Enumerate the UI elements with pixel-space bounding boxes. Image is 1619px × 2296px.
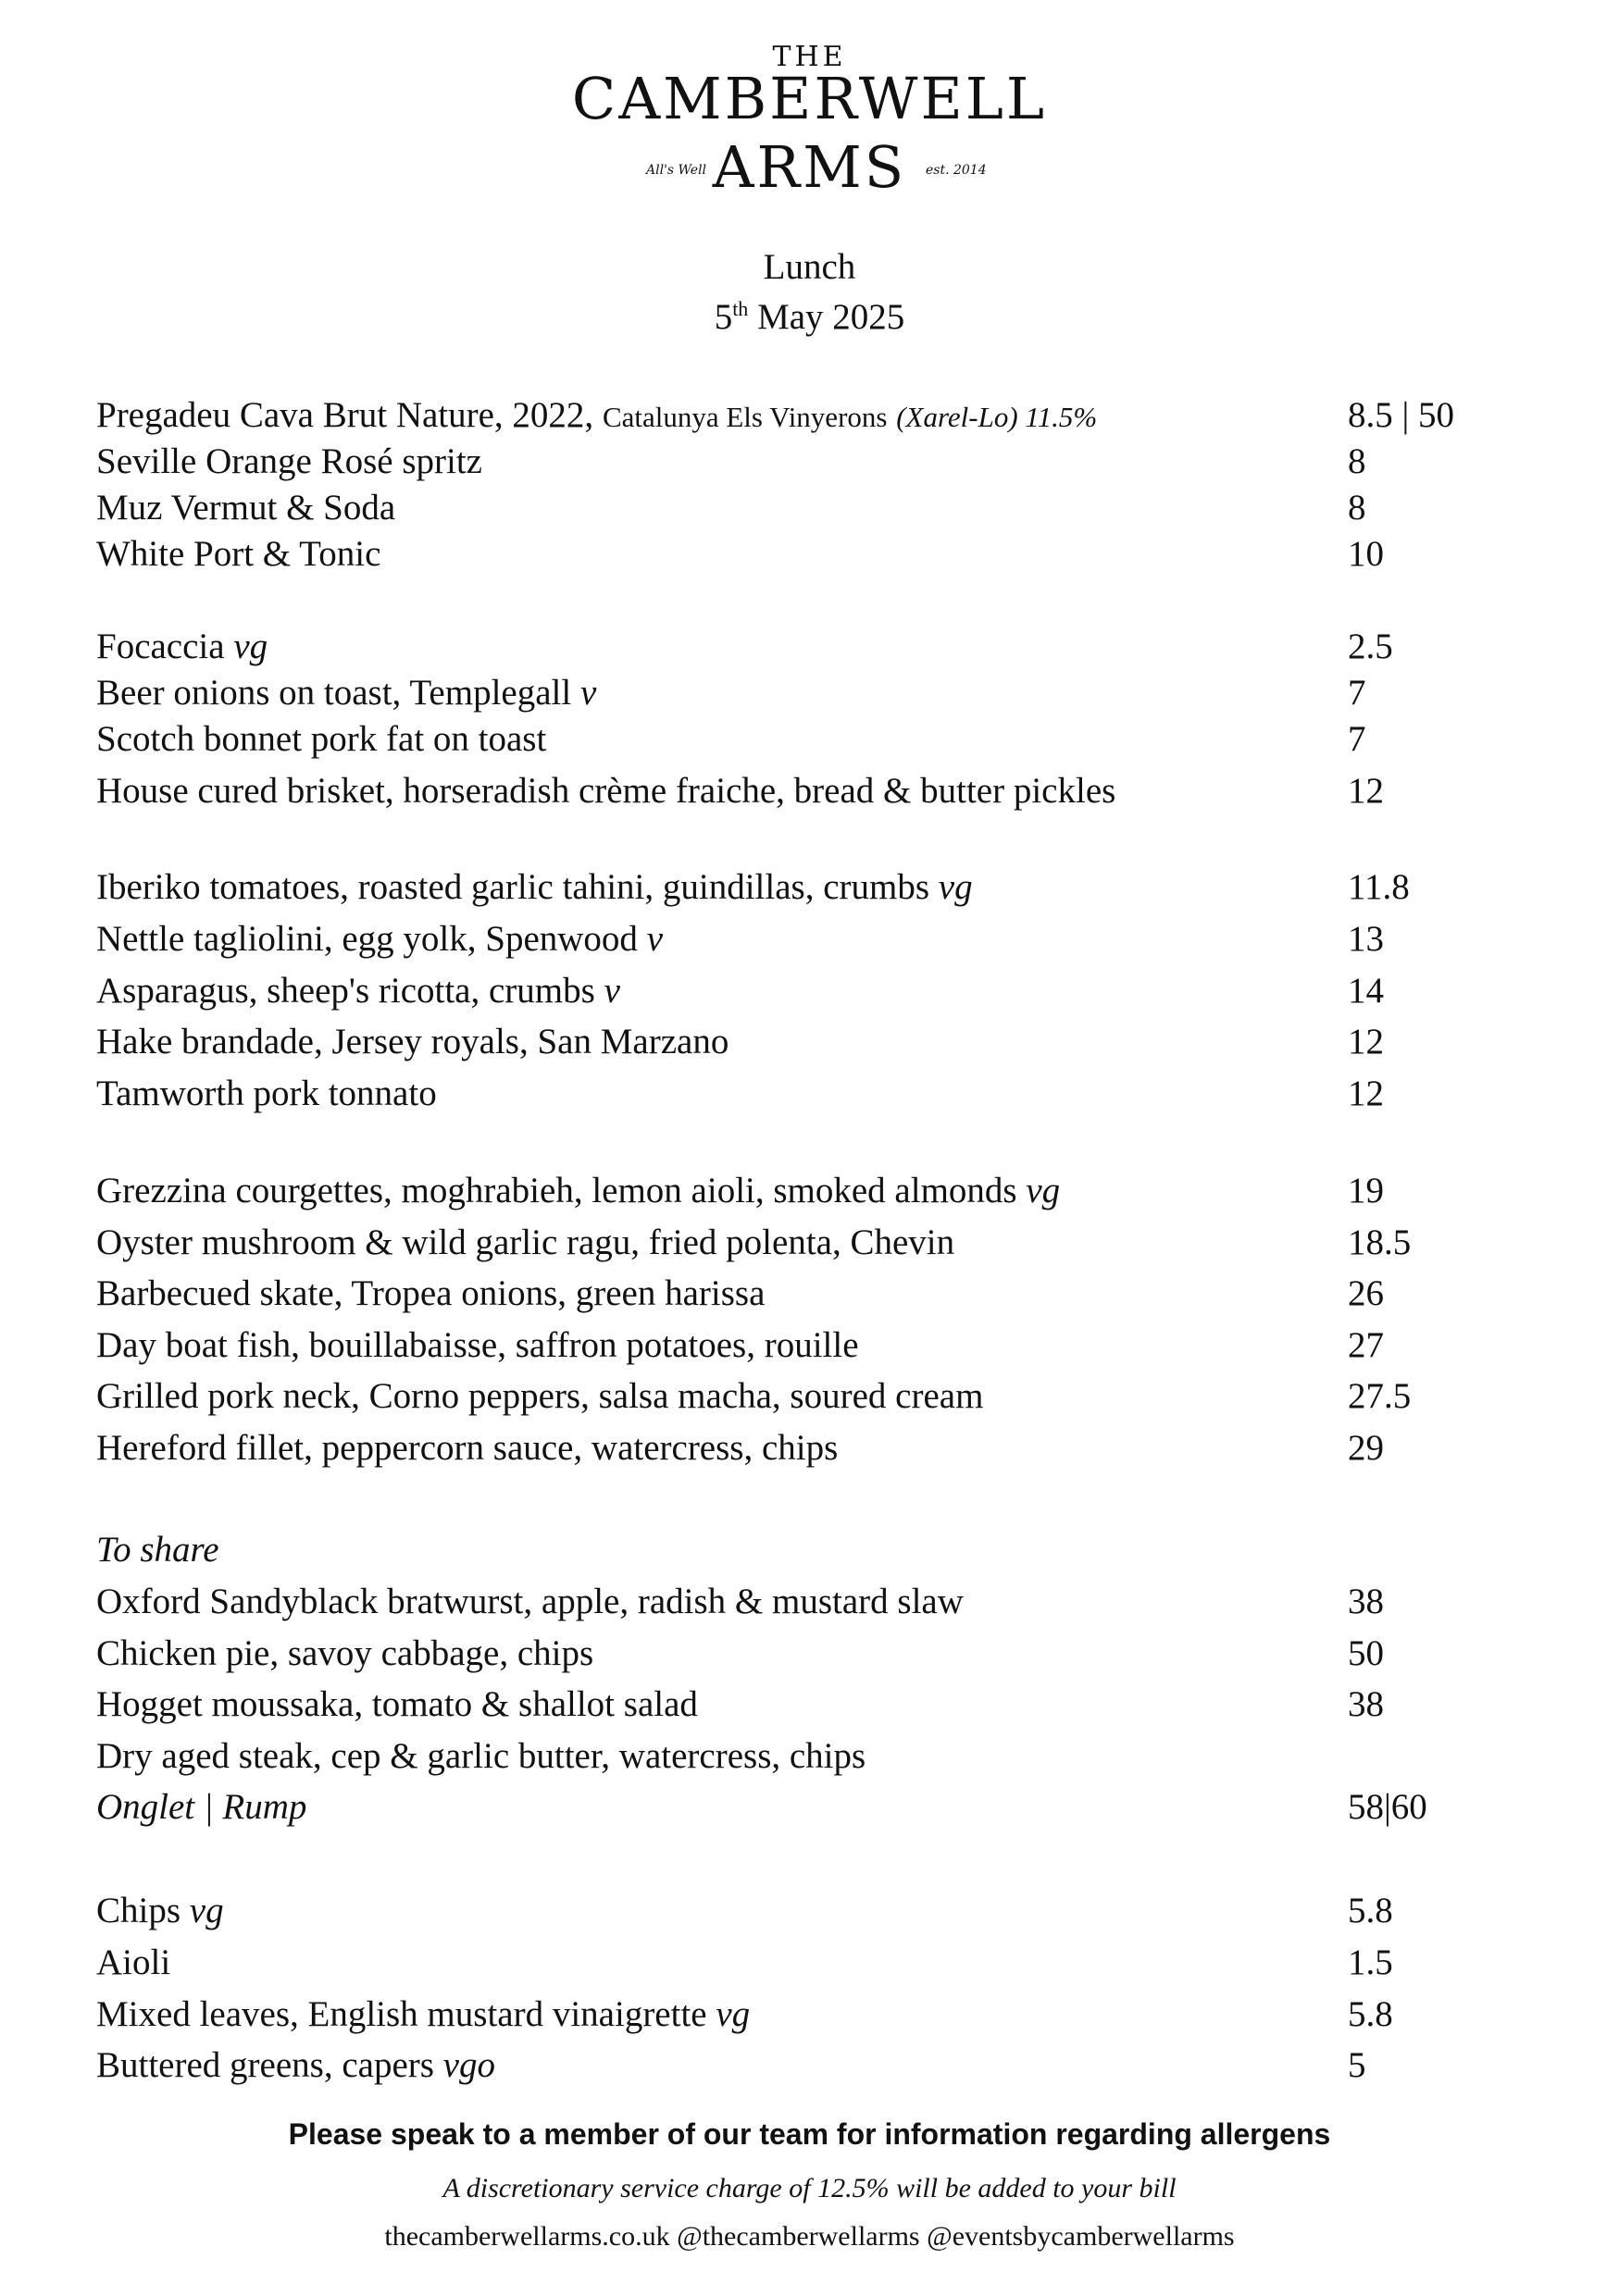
side-item [96,2045,495,2087]
plate-item: Hake brandade, Jersey royals, San Marzano [96,1022,729,1061]
item-name: Chips [96,1891,181,1930]
item-name: Grezzina courgettes, moghrabieh, lemon aioli, smoked almonds [96,1171,1017,1210]
share-item: Hogget moussaka, tomato & shallot salad [96,1684,698,1724]
drink-item: Seville Orange Rosé spritz [96,441,482,481]
date-day: 5 [714,297,733,337]
allergen-notice: Please speak to a member of our team for information regarding allergens [288,2117,1331,2151]
snack-price: 2.5 [1348,627,1393,666]
drink-price: 8 [1348,441,1366,481]
logo-established: est. 2014 [926,163,987,178]
steak-price: 58|60 [1348,1787,1427,1827]
side-price: 5.8 [1348,1891,1393,1930]
side-item [96,1891,224,1932]
item-name: Nettle tagliolini, egg yolk, Spenwood [96,919,638,959]
item-name: Iberiko tomatoes, roasted garlic tahini, guindillas, crumbs [96,867,930,907]
logo-name: CAMBERWELL [571,65,1048,132]
diet-tag: vg [716,1994,751,2034]
plate-price: 13 [1348,919,1384,959]
date-suffix: th [732,297,749,320]
plate-price: 12 [1348,1022,1384,1061]
main-item: Oyster mushroom & wild garlic ragu, fried polenta, Chevin [96,1222,955,1262]
share-heading: To share [96,1530,219,1570]
plate-item [96,971,620,1012]
main-price: 27.5 [1348,1376,1412,1416]
diet-tag: vg [233,627,268,666]
side-item: Aioli [96,1942,171,1982]
main-item [96,1171,1060,1212]
logo-tagline: All's Well [646,163,707,178]
main-item: Grilled pork neck, Corno peppers, salsa macha, soured cream [96,1376,984,1416]
snack-item: House cured brisket, horseradish crème fraiche, bread & butter pickles [96,771,1116,811]
share-price: 38 [1348,1684,1384,1724]
diet-tag: v [579,673,597,713]
side-price: 5 [1348,2045,1366,2085]
date-rest: May 2025 [748,297,905,337]
main-price: 29 [1348,1428,1384,1468]
logo-the: THE [772,41,847,73]
drink-item: Muz Vermut & Soda [96,488,396,527]
share-item: Chicken pie, savoy cabbage, chips [96,1633,594,1673]
drink-name: Pregadeu Cava Brut Nature, 2022, [96,395,594,435]
contact-links: thecamberwellarms.co.uk @thecamberwellarms @eventsbycamberwellarms [384,2221,1235,2252]
main-item: Day boat fish, bouillabaisse, saffron potatoes, rouille [96,1325,859,1365]
diet-tag: vg [1026,1171,1061,1210]
steak-cuts: Onglet | Rump [96,1787,307,1827]
drink-price: 8 [1348,488,1366,527]
diet-tag: vgo [442,2045,495,2085]
plate-item [96,919,663,961]
item-name: Focaccia [96,627,225,666]
main-price: 26 [1348,1273,1384,1313]
share-item: Oxford Sandyblack bratwurst, apple, radish & mustard slaw [96,1582,964,1621]
diet-tag: v [604,971,620,1011]
diet-tag: vg [189,1891,224,1930]
item-name: Asparagus, sheep's ricotta, crumbs [96,971,595,1011]
item-name: Buttered greens, capers [96,2045,434,2085]
drink-detail: Catalunya Els Vinyerons [602,401,888,433]
diet-tag: vg [938,867,973,907]
snack-price: 7 [1348,673,1366,713]
main-item: Hereford fillet, peppercorn sauce, watercress, chips [96,1428,839,1468]
snack-item: Scotch bonnet pork fat on toast [96,719,547,759]
snack-price: 12 [1348,771,1384,811]
drink-detail-italic: (Xarel-Lo) 11.5% [896,401,1098,433]
main-price: 27 [1348,1325,1384,1365]
snack-price: 7 [1348,719,1366,759]
menu-date [0,296,1619,338]
side-item [96,1994,750,2036]
main-price: 18.5 [1348,1222,1412,1262]
logo-arms: ARMS [712,133,907,201]
plate-price: 12 [1348,1074,1384,1113]
drink-price: 8.5 | 50 [1348,395,1455,435]
side-price: 5.8 [1348,1994,1393,2034]
item-name: Beer onions on toast, Templegall [96,673,572,713]
plate-price: 11.8 [1348,867,1410,907]
share-price: 38 [1348,1582,1384,1621]
item-name: Mixed leaves, English mustard vinaigrette [96,1994,707,2034]
drink-price: 10 [1348,534,1384,574]
plate-item: Tamworth pork tonnato [96,1074,437,1113]
snack-item [96,627,268,668]
service-charge-notice: A discretionary service charge of 12.5% will be added to your bill [442,2173,1177,2203]
share-item: Dry aged steak, cep & garlic butter, watercress, chips [96,1736,866,1776]
snack-item [96,673,596,714]
drink-item [96,395,1097,437]
share-price: 50 [1348,1633,1384,1673]
menu-title: Lunch [763,247,856,287]
side-price: 1.5 [1348,1942,1393,1982]
plate-price: 14 [1348,971,1384,1011]
plate-item [96,867,973,909]
main-item: Barbecued skate, Tropea onions, green harissa [96,1273,766,1313]
drink-item: White Port & Tonic [96,534,381,574]
diet-tag: v [646,919,663,959]
main-price: 19 [1348,1171,1384,1210]
